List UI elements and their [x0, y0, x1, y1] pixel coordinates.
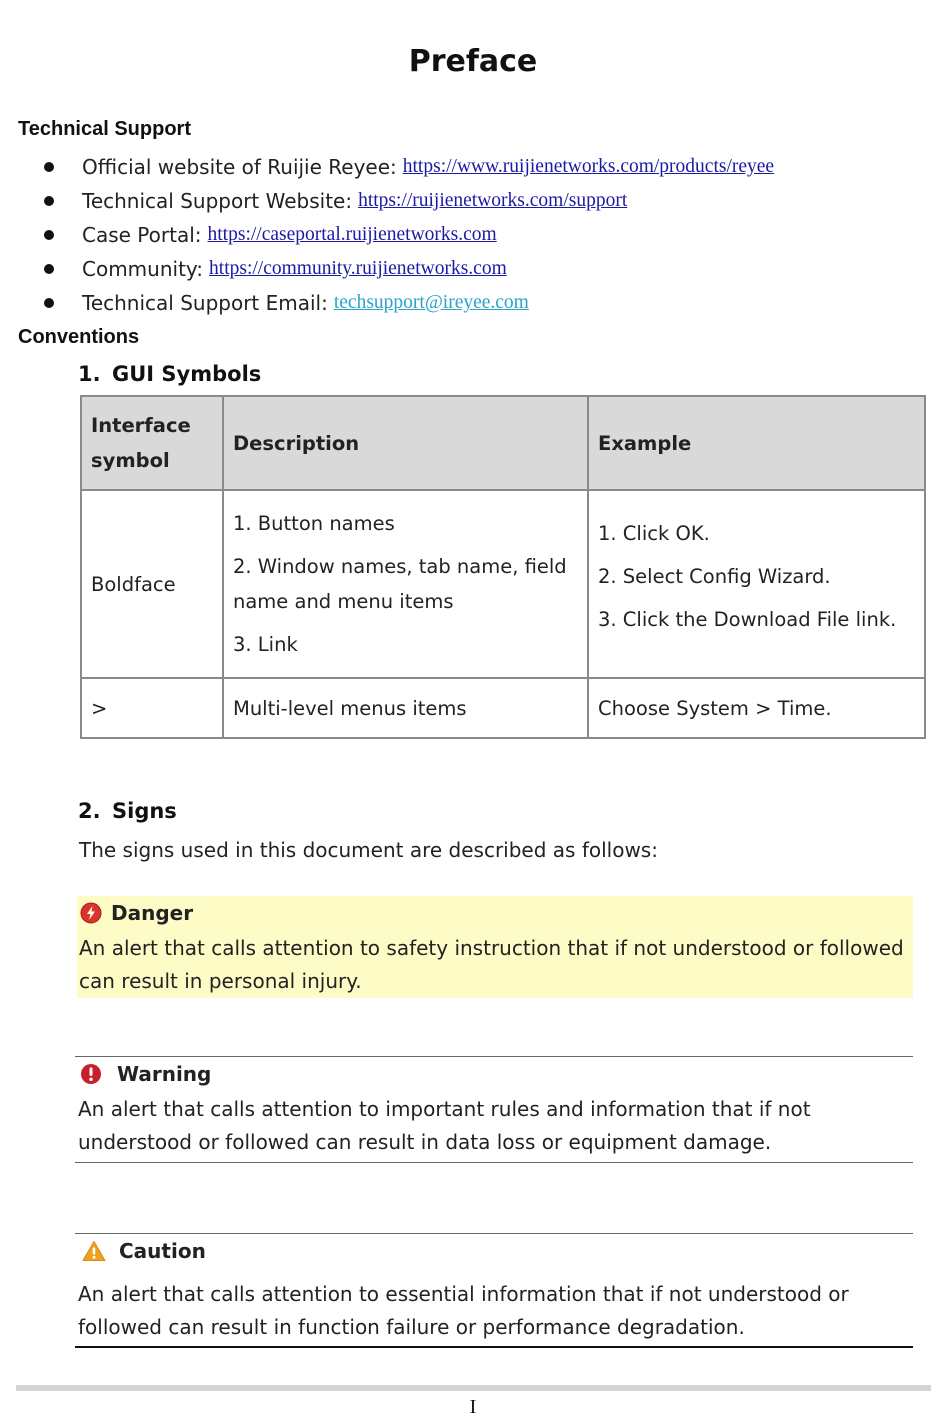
- support-item-label: Official website of Ruijie Reyee:: [82, 155, 397, 179]
- table-header-symbol: Interface symbol: [81, 396, 223, 490]
- gui-symbols-title: GUI Symbols: [112, 362, 262, 386]
- bullet-icon: [44, 230, 54, 240]
- table-header-row: [81, 396, 925, 490]
- support-website-link[interactable]: https://ruijienetworks.com/support: [358, 190, 628, 211]
- conventions-heading: Conventions: [18, 326, 140, 348]
- table-header-description: Description: [223, 396, 588, 490]
- table-cell-description: [223, 490, 588, 678]
- gui-symbols-number: 1.: [78, 362, 101, 386]
- description-line: 1. Button names: [233, 512, 395, 535]
- list-item: [40, 184, 920, 218]
- table-row: [81, 678, 925, 738]
- list-item: [40, 150, 920, 184]
- signs-intro: The signs used in this document are described as follows:: [79, 838, 658, 862]
- support-item-label: Community:: [82, 257, 204, 281]
- case-portal-link[interactable]: https://caseportal.ruijienetworks.com: [207, 224, 497, 245]
- signs-number: 2.: [78, 799, 101, 823]
- bullet-icon: [44, 298, 54, 308]
- table-cell-description: Multi-level menus items: [223, 678, 588, 738]
- gui-symbols-table: [80, 395, 926, 739]
- page-number: I: [469, 1396, 477, 1418]
- description-line: 2. Window names, tab name, field name and menu items: [233, 555, 567, 613]
- support-item-label: Technical Support Email:: [82, 291, 328, 315]
- table-row: [81, 490, 925, 678]
- technical-support-list: [40, 150, 920, 320]
- example-line: 3. Click the Download File link.: [598, 607, 897, 631]
- technical-support-heading: Technical Support: [18, 118, 191, 140]
- exclamation-circle-icon: [80, 1063, 102, 1085]
- lightning-bolt-icon: [80, 902, 102, 924]
- caution-bottom-divider: [75, 1346, 913, 1348]
- gui-symbols-heading: [78, 362, 261, 386]
- example-line: 1. Click OK.: [598, 521, 710, 545]
- danger-text: An alert that calls attention to safety instruction that if not understood or followed can result in personal injury.: [79, 936, 904, 993]
- warning-text: An alert that calls attention to important rules and information that if not understood or followed can result in data loss or equipment damage.: [78, 1097, 811, 1154]
- warning-title: Warning: [117, 1062, 212, 1086]
- caution-top-divider: [75, 1233, 913, 1234]
- support-email-link[interactable]: techsupport@ireyee.com: [333, 292, 529, 313]
- caution-heading: [82, 1239, 206, 1263]
- description-line: 3. Link: [233, 633, 298, 656]
- caution-title: Caution: [119, 1239, 206, 1263]
- bullet-icon: [44, 264, 54, 274]
- danger-heading: [80, 901, 193, 925]
- bullet-icon: [44, 196, 54, 206]
- page-title: Preface: [408, 44, 538, 79]
- warning-heading: [80, 1062, 211, 1086]
- table-cell-symbol: Boldface: [81, 490, 223, 678]
- official-website-link[interactable]: https://www.ruijienetworks.com/products/reyee: [402, 156, 775, 177]
- list-item: [40, 218, 920, 252]
- signs-title: Signs: [112, 799, 177, 823]
- footer-bar: [16, 1385, 931, 1391]
- support-item-label: Case Portal:: [82, 223, 202, 247]
- list-item: [40, 252, 920, 286]
- warning-bottom-divider: [75, 1162, 913, 1163]
- table-header-example: Example: [588, 396, 925, 490]
- signs-heading: [78, 799, 177, 823]
- danger-title: Danger: [111, 901, 194, 925]
- table-cell-example: [588, 490, 925, 678]
- warning-top-divider: [75, 1056, 913, 1057]
- caution-text: An alert that calls attention to essential information that if not understood or followed can result in function failure or performance degradation.: [78, 1282, 849, 1339]
- example-line: 2. Select Config Wizard.: [598, 564, 831, 588]
- table-cell-symbol: >: [81, 678, 223, 738]
- list-item: [40, 286, 920, 320]
- community-link[interactable]: https://community.ruijienetworks.com: [209, 258, 507, 279]
- bullet-icon: [44, 162, 54, 172]
- support-item-label: Technical Support Website:: [82, 189, 353, 213]
- table-cell-example: Choose System > Time.: [588, 678, 925, 738]
- warning-triangle-icon: [82, 1240, 106, 1262]
